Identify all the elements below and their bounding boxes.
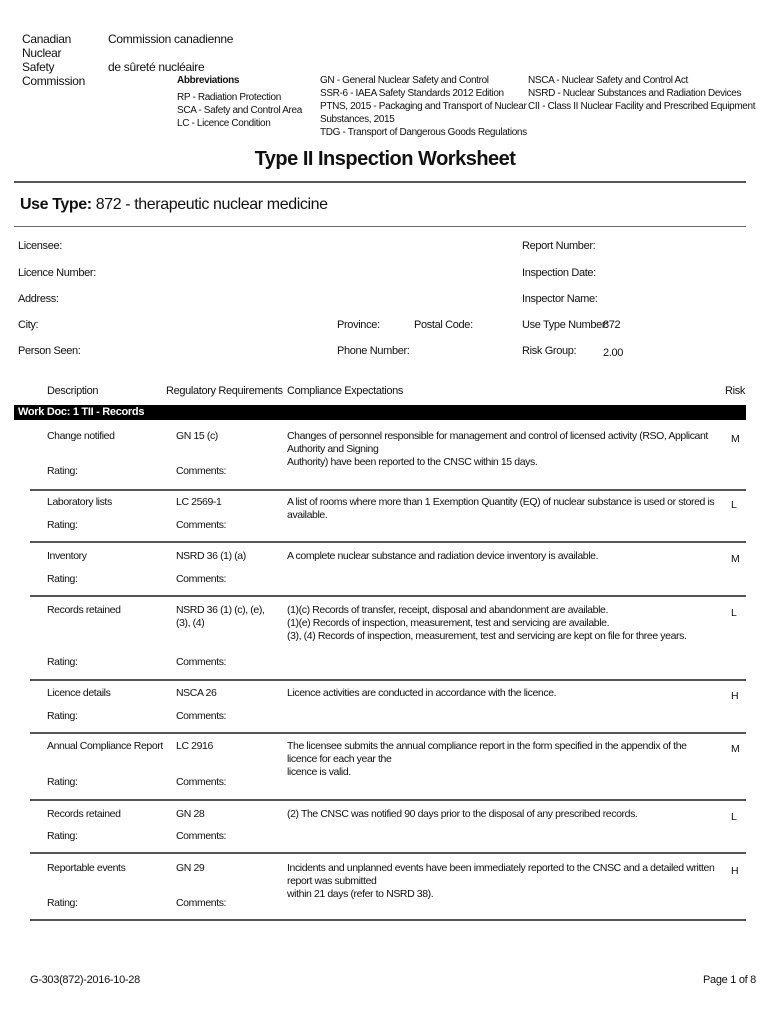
person-seen-label: Person Seen:: [18, 345, 81, 357]
requirement-line: GN 28: [176, 808, 205, 820]
comments-label: Comments:: [176, 519, 227, 531]
header-compliance-expectations: Compliance Expectations: [287, 385, 404, 397]
abbreviation-item: SCA - Safety and Control Area: [177, 105, 302, 116]
expectation-line: Changes of personnel responsible for management and control of licensed activity (RSO, Applicant Authority and Signing: [287, 430, 708, 455]
use-type-number-label: Use Type Number:: [522, 319, 608, 331]
row-risk: L: [731, 811, 737, 823]
row-description: Reportable events: [47, 862, 126, 874]
agency-fr-line1: Commission canadienne: [108, 32, 234, 46]
row-risk: H: [731, 865, 739, 877]
abbreviation-item: TDG - Transport of Dangerous Goods Regulations: [320, 127, 527, 138]
worksheet-title: Type II Inspection Worksheet: [254, 148, 516, 170]
abbreviations-column-2: [320, 74, 527, 139]
row-risk: M: [731, 743, 740, 755]
use-type-label: Use Type:: [20, 196, 92, 213]
row-expectation: [287, 604, 717, 643]
rating-label: Rating:: [47, 897, 78, 909]
row-risk: L: [731, 499, 737, 511]
requirement-line: GN 15 (c): [176, 430, 218, 442]
expectation-line: (1)(e) Records of inspection, measurement, test and servicing are available.: [287, 617, 610, 629]
row-divider: [30, 541, 746, 543]
abbreviations-title: Abbreviations: [177, 75, 240, 86]
requirement-line: LC 2569-1: [176, 496, 222, 508]
row-divider: [30, 679, 746, 681]
abbreviations-column-3: [528, 74, 755, 113]
row-divider: [30, 852, 746, 854]
rating-label: Rating:: [47, 776, 78, 788]
row-requirement: [176, 430, 218, 443]
comments-label: Comments:: [176, 897, 227, 909]
title-divider: [14, 181, 746, 183]
agency-en-line2: Safety Commission: [22, 60, 86, 88]
expectation-line: Incidents and unplanned events have been immediately reported to the CNSC and a detailed written report was submitted: [287, 862, 715, 887]
row-expectation: [287, 862, 717, 901]
licensee-label: Licensee:: [18, 240, 62, 252]
city-label: City:: [18, 319, 39, 331]
row-description: Annual Compliance Report: [47, 740, 163, 752]
abbreviation-item: Substances, 2015: [320, 114, 395, 125]
postal-code-label: Postal Code:: [414, 319, 473, 331]
row-description: Inventory: [47, 550, 87, 562]
expectation-line: Licence activities are conducted in accordance with the licence.: [287, 687, 557, 699]
form-id: G-303(872)-2016-10-28: [30, 974, 140, 986]
expectation-line: A list of rooms where more than 1 Exemption Quantity (EQ) of nuclear substance is used or stored is available.: [287, 496, 715, 521]
row-description: Records retained: [47, 604, 121, 616]
inspector-name-label: Inspector Name:: [522, 293, 598, 305]
abbreviations-column-1: [177, 74, 302, 130]
row-requirement: [176, 808, 204, 821]
header-risk: Risk: [725, 385, 745, 397]
inspection-date-label: Inspection Date:: [522, 267, 596, 279]
row-risk: M: [731, 553, 740, 565]
row-expectation: [287, 808, 717, 821]
row-description: Records retained: [47, 808, 121, 820]
row-divider: [30, 489, 746, 491]
header-regulatory-requirements: Regulatory Requirements: [166, 385, 283, 397]
report-number-label: Report Number:: [522, 240, 596, 252]
row-expectation: [287, 430, 717, 469]
comments-label: Comments:: [176, 776, 227, 788]
row-description: Licence details: [47, 687, 111, 699]
address-label: Address:: [18, 293, 59, 305]
use-type-heading: [20, 196, 328, 214]
expectation-line: (1)(c) Records of transfer, receipt, disposal and abandonment are available.: [287, 604, 608, 616]
row-risk: H: [731, 690, 739, 702]
row-requirement: [176, 550, 246, 563]
licence-number-label: Licence Number:: [18, 267, 96, 279]
row-requirement: [176, 862, 204, 875]
row-description: Change notified: [47, 430, 115, 442]
row-requirement: [176, 687, 216, 700]
requirement-line: LC 2916: [176, 740, 213, 752]
comments-label: Comments:: [176, 830, 227, 842]
row-requirement: [176, 604, 264, 630]
expectation-line: Authority) have been reported to the CNSC within 15 days.: [287, 456, 538, 468]
expectation-line: The licensee submits the annual compliance report in the form specified in the appendix of the licence for each year the: [287, 740, 687, 765]
requirement-line: NSCA 26: [176, 687, 217, 699]
abbreviation-item: NSCA - Nuclear Safety and Control Act: [528, 75, 688, 86]
requirement-line: GN 29: [176, 862, 205, 874]
row-requirement: [176, 496, 221, 509]
row-expectation: [287, 550, 717, 563]
requirement-line: NSRD 36 (1) (a): [176, 550, 246, 562]
comments-label: Comments:: [176, 573, 227, 585]
abbreviation-item: CII - Class II Nuclear Facility and Prescribed Equipment: [528, 101, 756, 112]
row-divider: [30, 799, 746, 801]
row-divider: [30, 919, 746, 921]
expectation-line: within 21 days (refer to NSRD 38).: [287, 888, 434, 900]
comments-label: Comments:: [176, 656, 227, 668]
rating-label: Rating:: [47, 573, 78, 585]
expectation-line: licence is valid.: [287, 766, 351, 778]
use-type-number-value: 872: [603, 319, 621, 331]
abbreviation-item: NSRD - Nuclear Substances and Radiation Devices: [528, 88, 742, 99]
risk-group-label: Risk Group:: [522, 345, 577, 357]
requirement-line: NSRD 36 (1) (c), (e),: [176, 604, 265, 616]
abbreviation-item: GN - General Nuclear Safety and Control: [320, 75, 489, 86]
agency-en-line1: Canadian Nuclear: [22, 32, 71, 60]
use-type-divider: [14, 226, 746, 227]
header-description: Description: [47, 385, 99, 397]
row-risk: M: [731, 433, 740, 445]
province-label: Province:: [337, 319, 380, 331]
rating-label: Rating:: [47, 656, 78, 668]
row-divider: [30, 732, 746, 734]
row-expectation: [287, 687, 717, 700]
requirement-line: (3), (4): [176, 617, 205, 629]
comments-label: Comments:: [176, 465, 227, 477]
abbreviation-item: RP - Radiation Protection: [177, 92, 281, 103]
page-number: Page 1 of 8: [703, 974, 756, 986]
phone-number-label: Phone Number:: [337, 345, 410, 357]
expectation-line: (2) The CNSC was notified 90 days prior to the disposal of any prescribed records.: [287, 808, 638, 820]
expectation-line: A complete nuclear substance and radiation device inventory is available.: [287, 550, 599, 562]
expectation-line: (3), (4) Records of inspection, measurement, test and servicing are kept on file for three years.: [287, 630, 687, 642]
abbreviation-item: LC - Licence Condition: [177, 118, 271, 129]
rating-label: Rating:: [47, 830, 78, 842]
section-band: Work Doc: 1 TII - Records: [14, 405, 746, 420]
comments-label: Comments:: [176, 710, 227, 722]
row-risk: L: [731, 607, 737, 619]
risk-group-value: 2.00: [603, 347, 624, 359]
use-type-value: 872 - therapeutic nuclear medicine: [95, 196, 328, 213]
rating-label: Rating:: [47, 519, 78, 531]
row-requirement: [176, 740, 213, 753]
row-expectation: [287, 496, 717, 522]
agency-fr-line2: de sûreté nucléaire: [108, 60, 205, 74]
abbreviation-item: PTNS, 2015 - Packaging and Transport of Nuclear: [320, 101, 527, 112]
row-divider: [30, 595, 746, 597]
row-description: Laboratory lists: [47, 496, 112, 508]
row-expectation: [287, 740, 717, 779]
rating-label: Rating:: [47, 465, 78, 477]
rating-label: Rating:: [47, 710, 78, 722]
abbreviation-item: SSR-6 - IAEA Safety Standards 2012 Edition: [320, 88, 504, 99]
